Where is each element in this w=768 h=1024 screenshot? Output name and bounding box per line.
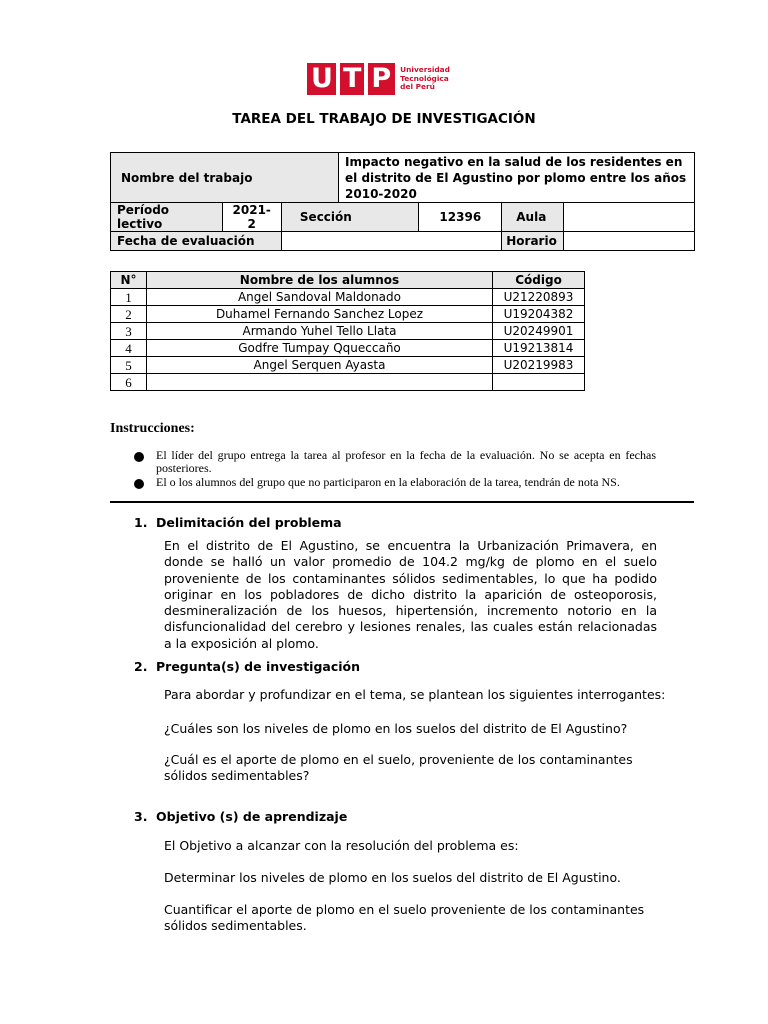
student-code: U21220893 — [493, 289, 585, 306]
section-1-number: 1. — [134, 515, 148, 530]
header-code: Código — [493, 272, 585, 289]
section-2-paragraph-1: Para abordar y profundizar en el tema, se plantean los siguientes interrogantes: — [164, 687, 666, 702]
logo-letter-u: U — [311, 63, 333, 94]
row-number: 5 — [111, 357, 147, 374]
section-3-paragraph-2: Determinar los niveles de plomo en los suelos del distrito de El Agustino. — [164, 870, 621, 885]
section-1-heading: Delimitación del problema — [156, 515, 342, 530]
horario-label: Horario — [502, 232, 564, 251]
table-row — [111, 374, 585, 391]
bullet-icon — [134, 452, 144, 462]
seccion-value: 12396 — [419, 203, 502, 232]
section-3-paragraph-3: Cuantificar el aporte de plomo en el suelo proveniente de los contaminantes sólidos sedimentables. — [164, 902, 645, 934]
info-table — [110, 152, 695, 251]
periodo-value: 2021-2 — [222, 203, 281, 232]
seccion-label: Sección — [281, 203, 418, 232]
table-row — [111, 306, 585, 323]
student-name: Duhamel Fernando Sanchez Lopez — [146, 306, 492, 323]
section-3-heading: Objetivo (s) de aprendizaje — [156, 809, 348, 824]
utp-logo — [307, 63, 450, 95]
aula-label: Aula — [502, 203, 564, 232]
aula-value — [563, 203, 694, 232]
student-code: U19213814 — [493, 340, 585, 357]
section-3-paragraph-1: El Objetivo a alcanzar con la resolución del problema es: — [164, 838, 519, 853]
student-code: U19204382 — [493, 306, 585, 323]
student-name: Godfre Tumpay Qqueccaño — [146, 340, 492, 357]
student-name: Angel Serquen Ayasta — [146, 357, 492, 374]
student-name — [146, 374, 492, 391]
student-name: Angel Sandoval Maldonado — [146, 289, 492, 306]
student-code: U20249901 — [493, 323, 585, 340]
nombre-label: Nombre del trabajo — [111, 153, 339, 203]
table-row — [111, 340, 585, 357]
section-2-heading: Pregunta(s) de investigación — [156, 659, 361, 674]
table-row — [111, 323, 585, 340]
page-title: TAREA DEL TRABAJO DE INVESTIGACIÓN — [232, 111, 536, 127]
table-row — [111, 357, 585, 374]
logo-line-3: del Perú — [400, 82, 435, 92]
logo-line-2: Tecnológica — [400, 73, 449, 83]
section-2-number: 2. — [134, 659, 148, 674]
row-number: 3 — [111, 323, 147, 340]
student-code: U20219983 — [493, 357, 585, 374]
periodo-label: Período lectivo — [111, 203, 223, 232]
instructions-title: Instrucciones: — [110, 421, 195, 436]
horario-value — [563, 232, 694, 251]
logo-letter-p: P — [371, 63, 392, 94]
row-number: 1 — [111, 289, 147, 306]
fecha-value — [281, 232, 501, 251]
instruction-item: El líder del grupo entrega la tarea al profesor en la fecha de la evaluación. No se acepta en fechas posteriores. — [156, 448, 656, 475]
fecha-label: Fecha de evaluación — [111, 232, 282, 251]
row-number: 6 — [111, 374, 147, 391]
student-code — [493, 374, 585, 391]
utp-logo-mark — [307, 63, 395, 95]
section-3-number: 3. — [134, 809, 148, 824]
section-1-paragraph: En el distrito de El Agustino, se encuentra la Urbanización Primavera, en donde se halló un valor promedio de 104.2 mg/kg de plomo en el suelo proveniente de los contaminantes sólidos sedimentables, lo que ha podido originar en los pobladores de dicho distrito la aparición de osteoporosis, desmineralización de los huesos, hipertensión, incremento notorio en la disfuncionalidad del cerebro y lesiones renales, las cuales están relacionadas a la exposición al plomo. — [164, 538, 657, 651]
logo-letter-t: T — [342, 63, 362, 94]
divider — [110, 501, 694, 503]
section-2-paragraph-3: ¿Cuál es el aporte de plomo en el suelo, proveniente de los contaminantes sólidos sedimentables? — [164, 752, 633, 784]
logo-text — [400, 66, 450, 92]
table-row — [111, 289, 585, 306]
nombre-value: Impacto negativo en la salud de los residentes en el distrito de El Agustino por plomo entre los años 2010-2020 — [339, 153, 695, 203]
student-name: Armando Yuhel Tello Llata — [146, 323, 492, 340]
row-number: 2 — [111, 306, 147, 323]
row-number: 4 — [111, 340, 147, 357]
header-name: Nombre de los alumnos — [146, 272, 492, 289]
instruction-item: El o los alumnos del grupo que no participaron en la elaboración de la tarea, tendrán de nota NS. — [156, 475, 620, 489]
logo-line-1: Universidad — [400, 65, 450, 75]
students-table — [110, 271, 585, 391]
header-number: N° — [111, 272, 147, 289]
bullet-icon — [134, 479, 144, 489]
section-2-paragraph-2: ¿Cuáles son los niveles de plomo en los suelos del distrito de El Agustino? — [164, 721, 628, 736]
